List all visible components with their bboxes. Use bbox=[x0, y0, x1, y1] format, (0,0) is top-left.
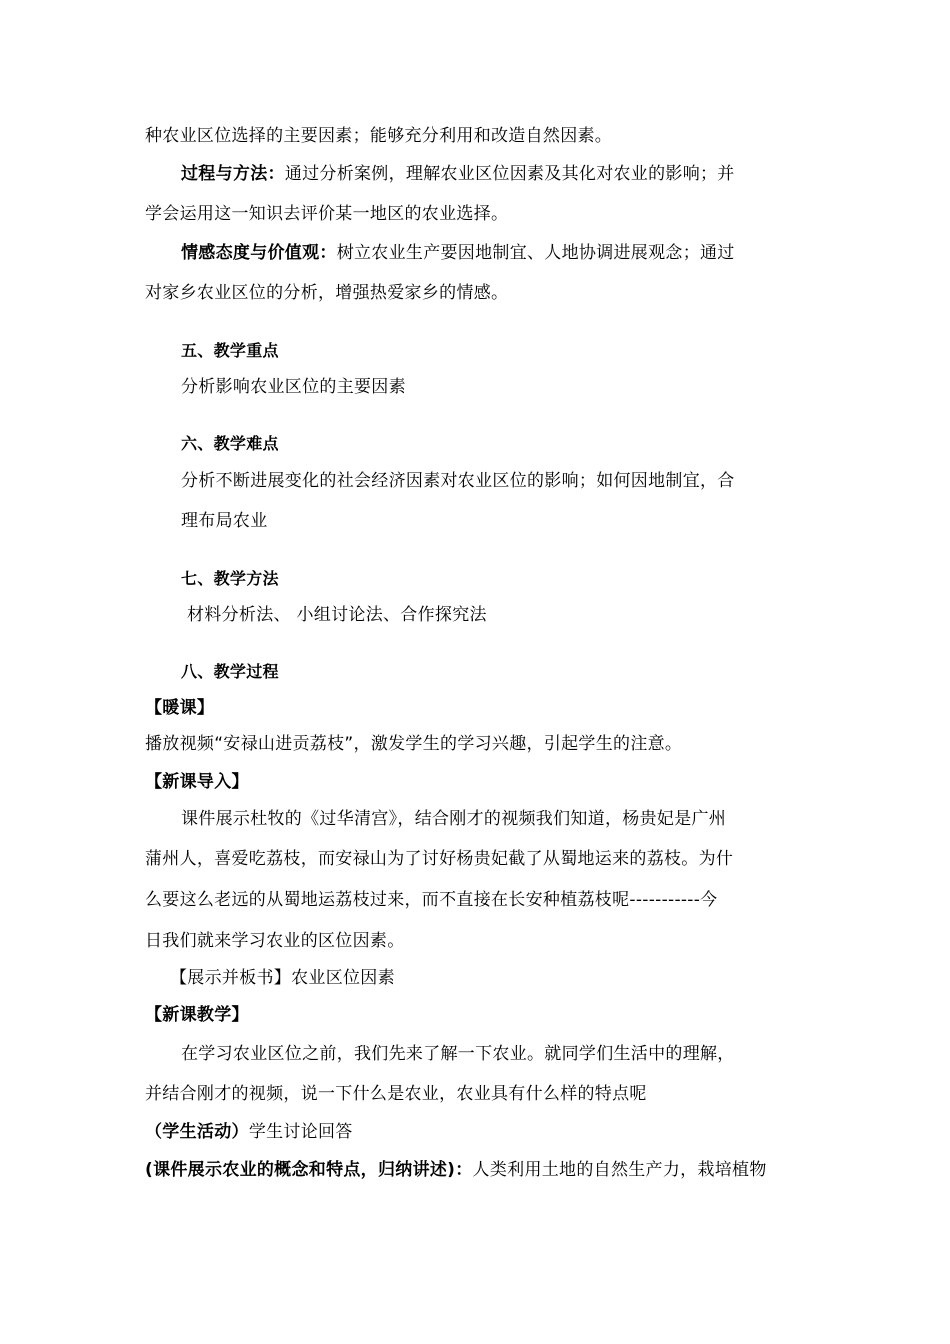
board-label: 【展示并板书】 bbox=[170, 968, 292, 988]
courseware-label: (课件展示农业的概念和特点，归纳讲述)： bbox=[145, 1160, 473, 1180]
intro-text-3: 么要这么老远的从蜀地运荔枝过来，而不直接在长安种植荔枝呢-----------今 bbox=[145, 890, 718, 910]
intro-text-2: 蒲州人，喜爱吃荔枝，而安禄山为了讨好杨贵妃截了从蜀地运来的荔枝。为什 bbox=[145, 849, 734, 869]
section-6-text-1: 分析不断进展变化的社会经济因素对农业区位的影响；如何因地制宜，合 bbox=[181, 471, 735, 491]
teach-text-1: 在学习农业区位之前，我们先来了解一下农业。就同学们生活中的理解， bbox=[181, 1044, 735, 1064]
process-method-line-1: 过程与方法：通过分析案例，理解农业区位因素及其化对农业的影响；并 bbox=[181, 164, 735, 184]
activity-line: （学生活动）学生讨论回答 bbox=[145, 1122, 353, 1142]
process-method-line-2: 学会运用这一知识去评价某一地区的农业选择。 bbox=[145, 204, 509, 224]
goals-continuation: 种农业区位选择的主要因素；能够充分利用和改造自然因素。 bbox=[145, 126, 613, 146]
teach-text-2: 并结合刚才的视频，说一下什么是农业，农业具有什么样的特点呢 bbox=[145, 1084, 647, 1104]
emotion-label: 情感态度与价值观： bbox=[181, 243, 337, 263]
intro-text-1: 课件展示杜牧的《过华清宫》，结合刚才的视频我们知道，杨贵妃是广州 bbox=[181, 809, 727, 829]
activity-label: （学生活动） bbox=[145, 1122, 249, 1142]
section-7-heading: 七、教学方法 bbox=[181, 569, 279, 588]
section-7-text: 材料分析法、 小组讨论法、合作探究法 bbox=[187, 605, 487, 625]
warmup-text: 播放视频“安禄山进贡荔枝”，激发学生的学习兴趣，引起学生的注意。 bbox=[145, 734, 683, 754]
section-5-text: 分析影响农业区位的主要因素 bbox=[181, 377, 406, 397]
board-line: 【展示并板书】农业区位因素 bbox=[170, 968, 395, 988]
teach-label: 【新课教学】 bbox=[145, 1005, 249, 1025]
section-5-heading: 五、教学重点 bbox=[181, 341, 279, 360]
section-6-text-2: 理布局农业 bbox=[181, 511, 268, 531]
intro-text-4: 日我们就来学习农业的区位因素。 bbox=[145, 931, 405, 951]
process-method-label: 过程与方法： bbox=[181, 164, 285, 184]
warmup-label: 【暖课】 bbox=[145, 698, 215, 718]
intro-label: 【新课导入】 bbox=[145, 772, 249, 792]
section-8-heading: 八、教学过程 bbox=[181, 662, 279, 681]
emotion-line-2: 对家乡农业区位的分析，增强热爱家乡的情感。 bbox=[145, 283, 509, 303]
courseware-line: (课件展示农业的概念和特点，归纳讲述)：人类利用土地的自然生产力，栽培植物 bbox=[145, 1160, 767, 1180]
section-6-heading: 六、教学难点 bbox=[181, 434, 279, 453]
emotion-line-1: 情感态度与价值观：树立农业生产要因地制宜、人地协调进展观念；通过 bbox=[181, 243, 735, 263]
